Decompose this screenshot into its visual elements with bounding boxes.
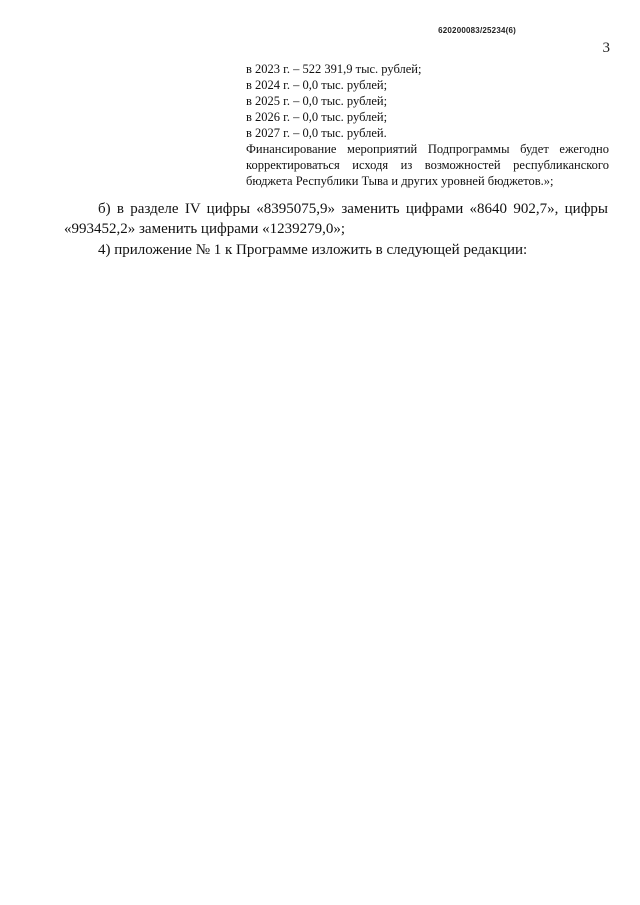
funding-line-2024: в 2024 г. – 0,0 тыс. рублей; bbox=[246, 78, 388, 92]
funding-line-2023: в 2023 г. – 522 391,9 тыс. рублей; bbox=[246, 62, 422, 76]
page-number: 3 bbox=[602, 40, 610, 56]
paragraph-4: 4) приложение № 1 к Программе изложить в следующей редакции: bbox=[98, 242, 528, 258]
funding-block bbox=[246, 61, 609, 189]
funding-line-2025: в 2025 г. – 0,0 тыс. рублей; bbox=[246, 94, 388, 108]
paragraph-b: б) в разделе IV цифры «8395075,9» заменить цифрами «8640 902,7», цифры «993452,2» заменить цифрами «1239279,0»; bbox=[64, 201, 608, 237]
funding-line-2026: в 2026 г. – 0,0 тыс. рублей; bbox=[246, 110, 388, 124]
funding-line-2027: в 2027 г. – 0,0 тыс. рублей. bbox=[246, 126, 387, 140]
document-id: 620200083/25234(6) bbox=[438, 26, 516, 35]
funding-note: Финансирование мероприятий Подпрограммы будет ежегодно корректироваться исходя из возможностей республиканского бюджета Республики Тыва и других уровней бюджетов.»; bbox=[246, 142, 609, 188]
